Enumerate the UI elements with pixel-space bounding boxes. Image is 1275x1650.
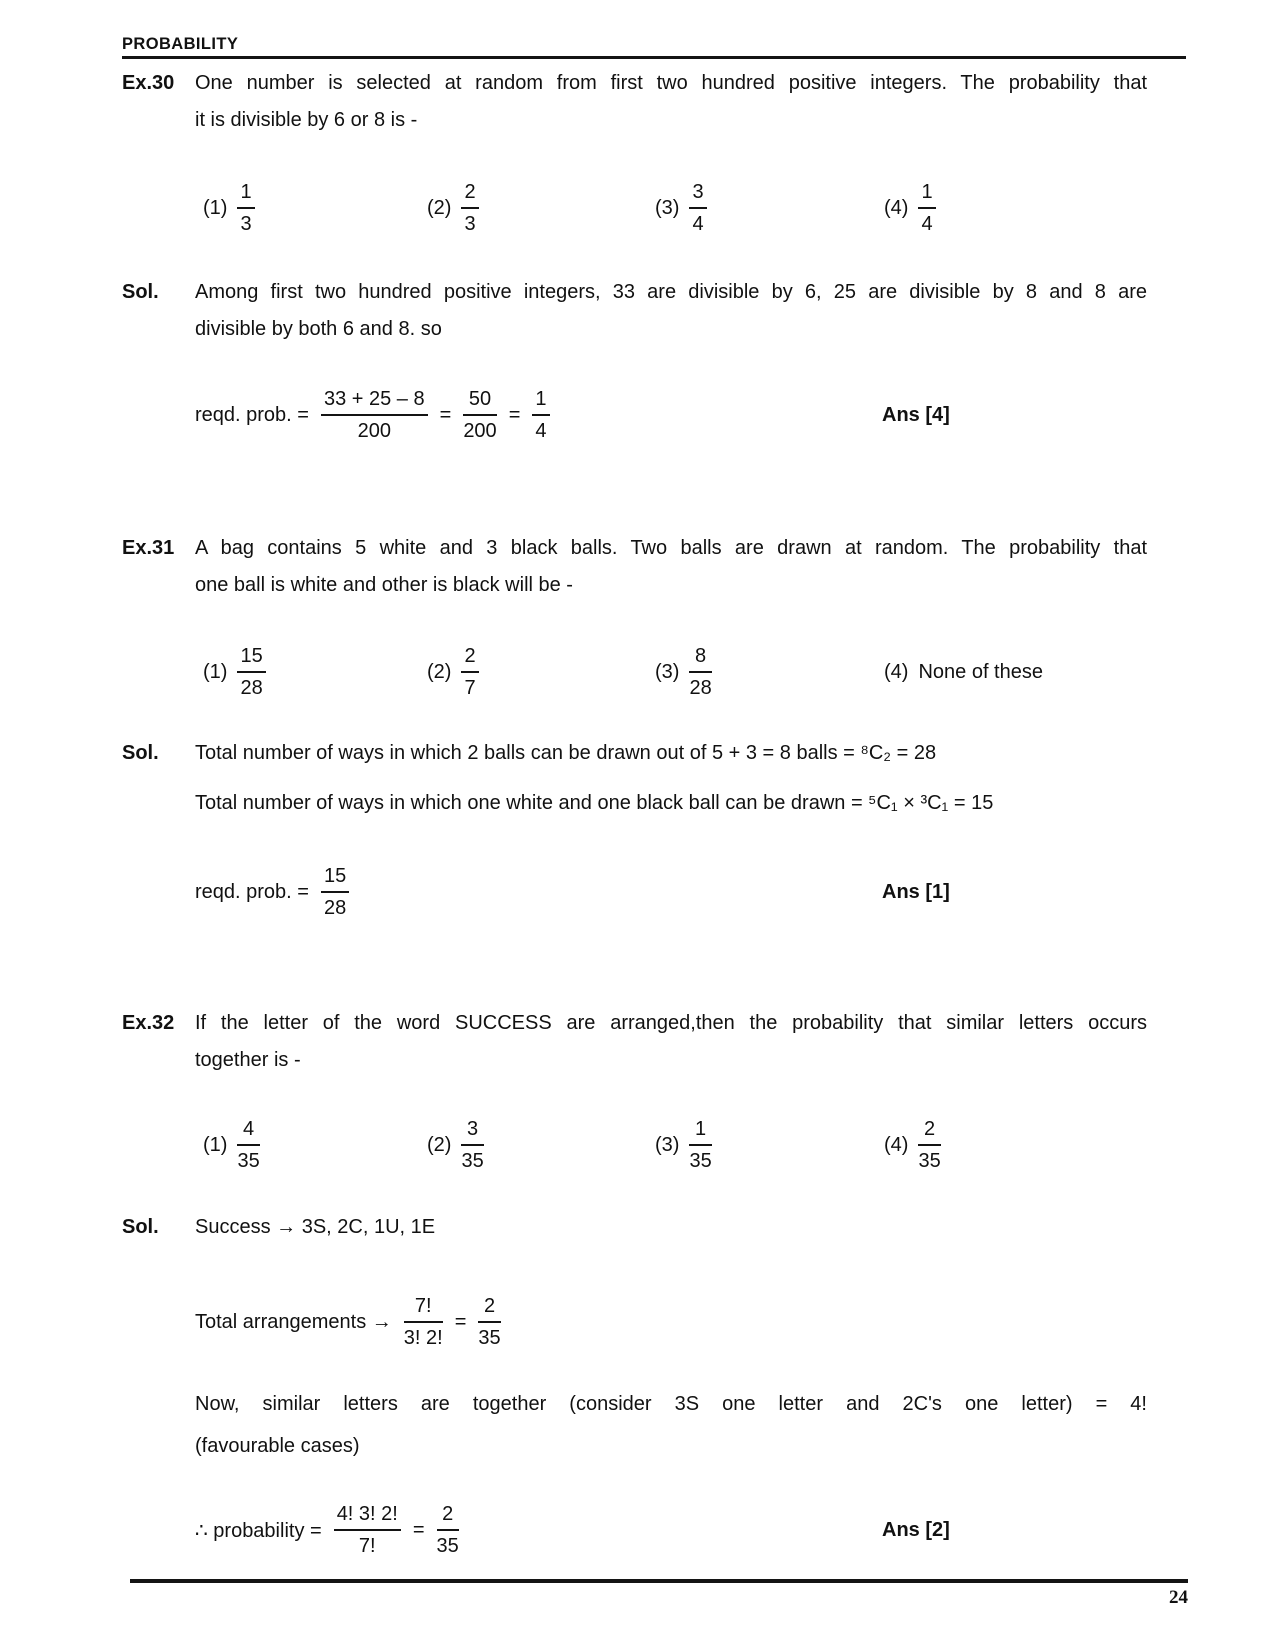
fraction-numerator: 3	[689, 179, 706, 209]
fraction-denominator: 7	[464, 677, 476, 699]
fraction-denominator: 3	[240, 213, 252, 235]
ex31-option-4	[884, 640, 1043, 704]
ex30-sol-line2: divisible by both 6 and 8. so	[195, 318, 442, 340]
ex30-option-2	[427, 176, 479, 240]
fraction-numerator: 15	[321, 863, 349, 893]
option-label: (1)	[203, 1133, 228, 1156]
option-fraction	[918, 179, 935, 237]
ex31-question	[122, 530, 1147, 604]
fraction-numerator: 15	[237, 643, 265, 673]
option-label: (1)	[203, 660, 228, 683]
equals-sign: =	[439, 403, 452, 426]
fraction-denominator: 35	[478, 1327, 501, 1349]
option-label: (3)	[655, 1133, 680, 1156]
equation-fraction	[404, 1293, 443, 1351]
fraction-numerator: 1	[532, 386, 549, 416]
equation-lead: reqd. prob. =	[195, 880, 309, 903]
fraction-denominator: 4	[921, 213, 933, 235]
fraction-numerator: 33 + 25 – 8	[321, 386, 428, 416]
option-label: (2)	[427, 660, 452, 683]
ex30-option-4	[884, 176, 936, 240]
fraction-numerator: 7!	[404, 1293, 443, 1323]
ex31-answer: Ans [1]	[882, 880, 950, 903]
option-fraction	[918, 1116, 940, 1174]
ex31-solution	[122, 735, 1147, 822]
equation-lead: Total arrangements →	[195, 1310, 392, 1333]
ex32-probability-equation	[195, 1490, 1147, 1570]
option-label: (3)	[655, 660, 680, 683]
ex30-label: Ex.30	[122, 72, 175, 94]
option-fraction	[237, 643, 265, 701]
option-label: (2)	[427, 196, 452, 219]
fraction-denominator: 28	[689, 677, 712, 699]
fraction-numerator: 2	[437, 1501, 459, 1531]
ex32-question-line2: together is -	[195, 1049, 301, 1071]
option-fraction	[237, 1116, 259, 1174]
ex31-equation	[195, 852, 1147, 932]
fraction-denominator: 28	[240, 677, 263, 699]
option-fraction	[461, 643, 478, 701]
fraction-denominator: 7!	[358, 1535, 376, 1557]
option-fraction	[461, 179, 478, 237]
option-fraction	[461, 1116, 483, 1174]
option-fraction	[689, 179, 706, 237]
option-label: (4)	[884, 1133, 909, 1156]
fraction-denominator: 35	[237, 1150, 260, 1172]
ex32-sol-label: Sol.	[122, 1216, 159, 1238]
ex31-sol-label: Sol.	[122, 742, 159, 764]
ex32-arrangement-equation	[195, 1282, 1147, 1362]
fraction-denominator: 3	[464, 213, 476, 235]
fraction-denominator: 35	[461, 1150, 484, 1172]
ex31-sol-line2: Total number of ways in which one white and one black ball can be drawn = ⁵C₁ × ³C₁ = 15	[195, 792, 994, 814]
ex31-sol-line1: Total number of ways in which 2 balls can be drawn out of 5 + 3 = 8 balls = ⁸C₂ = 28	[195, 742, 937, 764]
fraction-numerator: 2	[478, 1293, 500, 1323]
option-fraction	[689, 643, 711, 701]
ex30-equation	[195, 375, 1147, 455]
ex30-sol-line1: Among first two hundred positive integers, 33 are divisible by 6, 25 are divisible by 8 and 8 are	[195, 281, 1147, 303]
page-number: 24	[1169, 1587, 1188, 1608]
fraction-numerator: 4	[237, 1116, 259, 1146]
ex32-answer: Ans [2]	[882, 1518, 950, 1541]
ex31-option-2	[427, 640, 479, 704]
fraction-numerator: 1	[918, 179, 935, 209]
equation-lead: reqd. prob. =	[195, 403, 309, 426]
equation-fraction	[463, 386, 496, 444]
ex30-answer: Ans [4]	[882, 403, 950, 426]
fraction-numerator: 8	[689, 643, 711, 673]
fraction-denominator: 3! 2!	[403, 1327, 443, 1349]
equation-fraction	[478, 1293, 500, 1351]
equation-fraction	[321, 386, 428, 444]
ex32-solution-continued	[122, 1386, 1147, 1465]
chapter-title: PROBABILITY	[122, 35, 239, 53]
ex30-option-1	[203, 176, 255, 240]
equation-fraction	[532, 386, 549, 444]
fraction-denominator: 35	[436, 1535, 459, 1557]
ex32-sol-line1: Success → 3S, 2C, 1U, 1E	[195, 1216, 436, 1238]
ex30-sol-label: Sol.	[122, 281, 159, 303]
ex30-question-line1: One number is selected at random from first two hundred positive integers. The probability that	[195, 72, 1147, 94]
fraction-denominator: 35	[918, 1150, 941, 1172]
fraction-numerator: 1	[237, 179, 254, 209]
ex32-option-4	[884, 1113, 941, 1177]
ex32-sol-line2: Now, similar letters are together (consider 3S one letter and 2C's one letter) = 4!	[195, 1393, 1147, 1415]
ex30-question-line2: it is divisible by 6 or 8 is -	[195, 109, 418, 131]
ex30-options	[203, 176, 1203, 240]
fraction-numerator: 3	[461, 1116, 483, 1146]
option-label: (4)	[884, 660, 909, 683]
fraction-numerator: 1	[689, 1116, 711, 1146]
ex32-solution	[122, 1209, 1147, 1246]
equals-sign: =	[454, 1310, 467, 1333]
option-label: (1)	[203, 196, 228, 219]
equation-fraction	[334, 1501, 401, 1559]
fraction-denominator: 4	[692, 213, 704, 235]
ex30-question	[122, 65, 1147, 139]
equation-fraction	[321, 863, 349, 921]
ex32-option-3	[655, 1113, 712, 1177]
equals-sign: =	[508, 403, 521, 426]
ex31-option-3	[655, 640, 712, 704]
option-label: (3)	[655, 196, 680, 219]
ex32-option-1	[203, 1113, 260, 1177]
fraction-numerator: 2	[461, 643, 478, 673]
ex32-label: Ex.32	[122, 1012, 175, 1034]
fraction-numerator: 50	[463, 386, 496, 416]
fraction-numerator: 4! 3! 2!	[334, 1501, 401, 1531]
fraction-denominator: 28	[323, 897, 347, 919]
equals-sign: =	[412, 1518, 425, 1541]
option-fraction	[237, 179, 254, 237]
ex31-option-1	[203, 640, 266, 704]
equation-lead: ∴ probability =	[195, 1519, 322, 1542]
ex30-solution	[122, 274, 1147, 348]
ex31-options	[203, 640, 1203, 704]
ex30-option-3	[655, 176, 707, 240]
fraction-denominator: 4	[535, 420, 547, 442]
fraction-denominator: 35	[689, 1150, 712, 1172]
footer-rule	[130, 1579, 1188, 1583]
ex32-option-2	[427, 1113, 484, 1177]
fraction-denominator: 200	[463, 420, 497, 442]
option-label: (4)	[884, 196, 909, 219]
option-text: None of these	[918, 660, 1043, 683]
ex31-question-line1: A bag contains 5 white and 3 black balls. Two balls are drawn at random. The probability that	[195, 537, 1147, 559]
fraction-numerator: 2	[461, 179, 478, 209]
ex32-sol-line3: (favourable cases)	[195, 1435, 360, 1457]
option-fraction	[689, 1116, 711, 1174]
fraction-numerator: 2	[918, 1116, 940, 1146]
fraction-denominator: 200	[357, 420, 391, 442]
ex32-question-line1: If the letter of the word SUCCESS are arranged,then the probability that similar letters occurs	[195, 1012, 1147, 1034]
equation-fraction	[437, 1501, 459, 1559]
option-label: (2)	[427, 1133, 452, 1156]
ex31-question-line2: one ball is white and other is black will be -	[195, 574, 573, 596]
page-header	[122, 33, 1186, 59]
ex31-label: Ex.31	[122, 537, 175, 559]
ex32-options	[203, 1113, 1203, 1177]
ex32-question	[122, 1005, 1147, 1079]
